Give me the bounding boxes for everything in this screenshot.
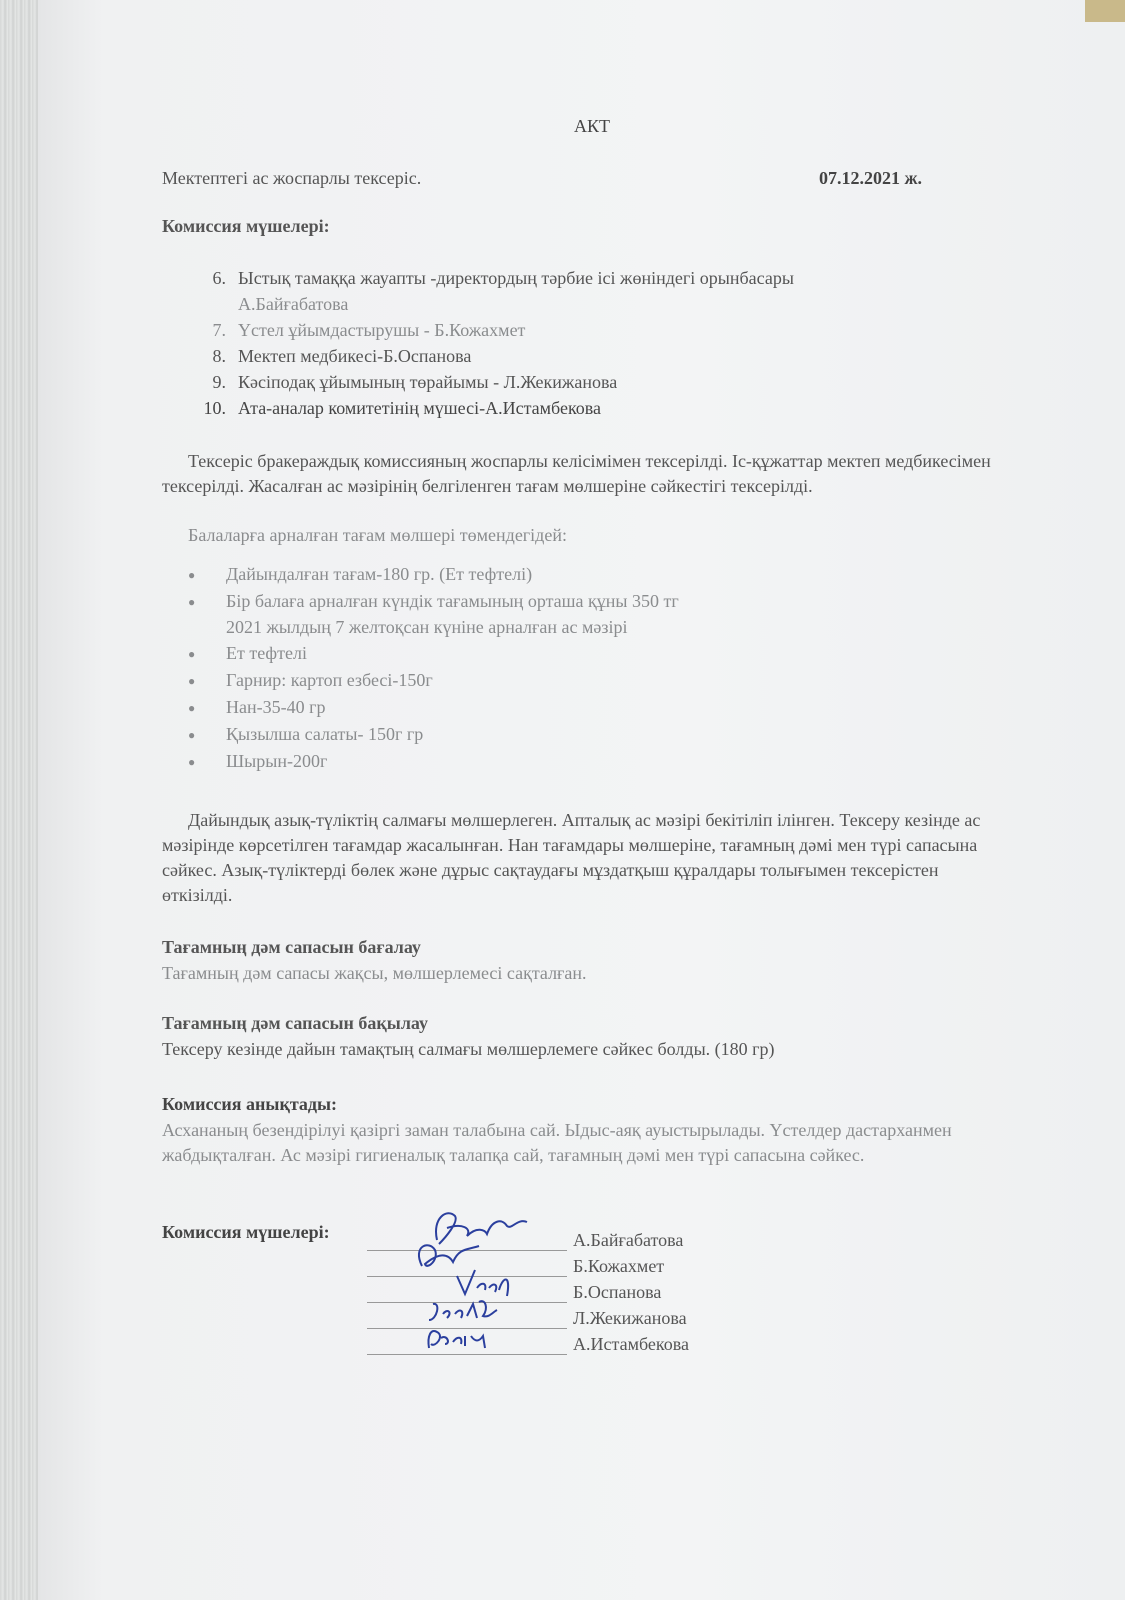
- signer-name: Л.Жекижанова: [573, 1308, 687, 1328]
- members-list: [190, 265, 950, 421]
- paper-stack-edge: [0, 0, 38, 1600]
- doc-header: [162, 168, 922, 189]
- signature-block: [367, 1225, 767, 1355]
- list-item: ● Нан-35-40 гр: [188, 697, 326, 717]
- document-page: [38, 0, 1125, 1600]
- signer-name: Б.Оспанова: [573, 1282, 662, 1302]
- signature-row: [367, 1329, 767, 1355]
- section-quality-rating-text: Тағамның дәм сапасы жақсы, мөлшерлемесі сақталған.: [162, 963, 587, 983]
- signer-name: А.Истамбекова: [573, 1334, 689, 1354]
- list-item: ● Ет тефтелі: [188, 643, 307, 663]
- section-quality-rating-title: Тағамның дәм сапасын бағалау: [162, 937, 421, 957]
- list-item: 10. Ата-аналар комитетінің мүшесі-А.Истамбекова: [203, 398, 602, 418]
- list-item: 6. Ыстық тамаққа жауапты -директордың тәрбие ісі жөніндегі орынбасары А.Байғабатова: [212, 268, 794, 314]
- signers-label: Комиссия мүшелері:: [162, 1222, 330, 1242]
- section-quality-control-title: Тағамның дәм сапасын бақылау: [162, 1013, 429, 1033]
- list-item: ● Шырын-200г: [188, 751, 328, 771]
- doc-title: АКТ: [574, 116, 610, 136]
- list-item: ● Бір балаға арналған күндік тағамының орташа құны 350 тг 2021 жылдың 7 желтоқсан күніне арналған ас мәзірі: [188, 591, 679, 637]
- doc-date: 07.12.2021 ж.: [818, 168, 922, 188]
- list-item: 9. Кәсіподақ ұйымының төрайымы - Л.Жекижанова: [212, 372, 618, 392]
- list-item: ● Дайындалған тағам-180 гр. (Ет тефтелі): [188, 564, 533, 584]
- section-commission-found-text: Асхананың безендірілуі қазіргі заман талабына сай. Ыдыс-аяқ ауыстырылады. Үстелдер дастарханмен жабдықталған. Ас мәзірі гигиеналық талапқа сай, тағамның дәмі мен түрі сапасына сәйкес.: [162, 1120, 952, 1165]
- portion-list: [188, 561, 888, 775]
- section-commission-found-title: Комиссия анықтады:: [162, 1094, 338, 1114]
- paragraph-findings: Дайындық азық-түліктің салмағы мөлшерлеген. Апталық ас мәзірі бекітіліп ілінген. Тексеру кезінде ас мәзірінде көрсетілген тағамдар жасалынған. Нан тағамдары мөлшеріне, тағамның дәмі мен түрі сапасына сәйкес. Азық-түліктерді бөлек және дұрыс сақтаудағы мұздатқыш құралдары толығымен тексерістен өткізілді.: [162, 810, 981, 905]
- members-label: Комиссия мүшелері:: [162, 216, 330, 236]
- list-item: ● Қызылша салаты- 150г гр: [188, 724, 424, 744]
- paragraph-inspection: Тексеріс бракераждық комиссияның жоспарлы келісімімен тексерілді. Іс-құжаттар мектеп медбикесімен тексерілді. Жасалған ас мәзірінің белгіленген тағам мөлшеріне сәйкестігі тексерілді.: [162, 451, 991, 496]
- handwritten-signature-icon: [367, 1314, 567, 1354]
- list-item: 8. Мектеп медбикесі-Б.Оспанова: [212, 346, 472, 366]
- signer-name: Б.Кожахмет: [573, 1256, 665, 1276]
- signer-name: А.Байғабатова: [573, 1230, 684, 1250]
- list-item: 7. Үстел ұйымдастырушы - Б.Кожахмет: [212, 320, 526, 340]
- paragraph-portion: Балаларға арналған тағам мөлшері төмендегідей:: [188, 525, 567, 545]
- section-quality-control-text: Тексеру кезінде дайын тамақтың салмағы мөлшерлемеге сәйкес болды. (180 гр): [162, 1039, 775, 1059]
- doc-subject: Мектептегі ас жоспарлы тексеріс.: [162, 168, 422, 188]
- list-item: ● Гарнир: картоп езбесі-150г: [188, 670, 433, 690]
- background-corner: [1085, 0, 1125, 22]
